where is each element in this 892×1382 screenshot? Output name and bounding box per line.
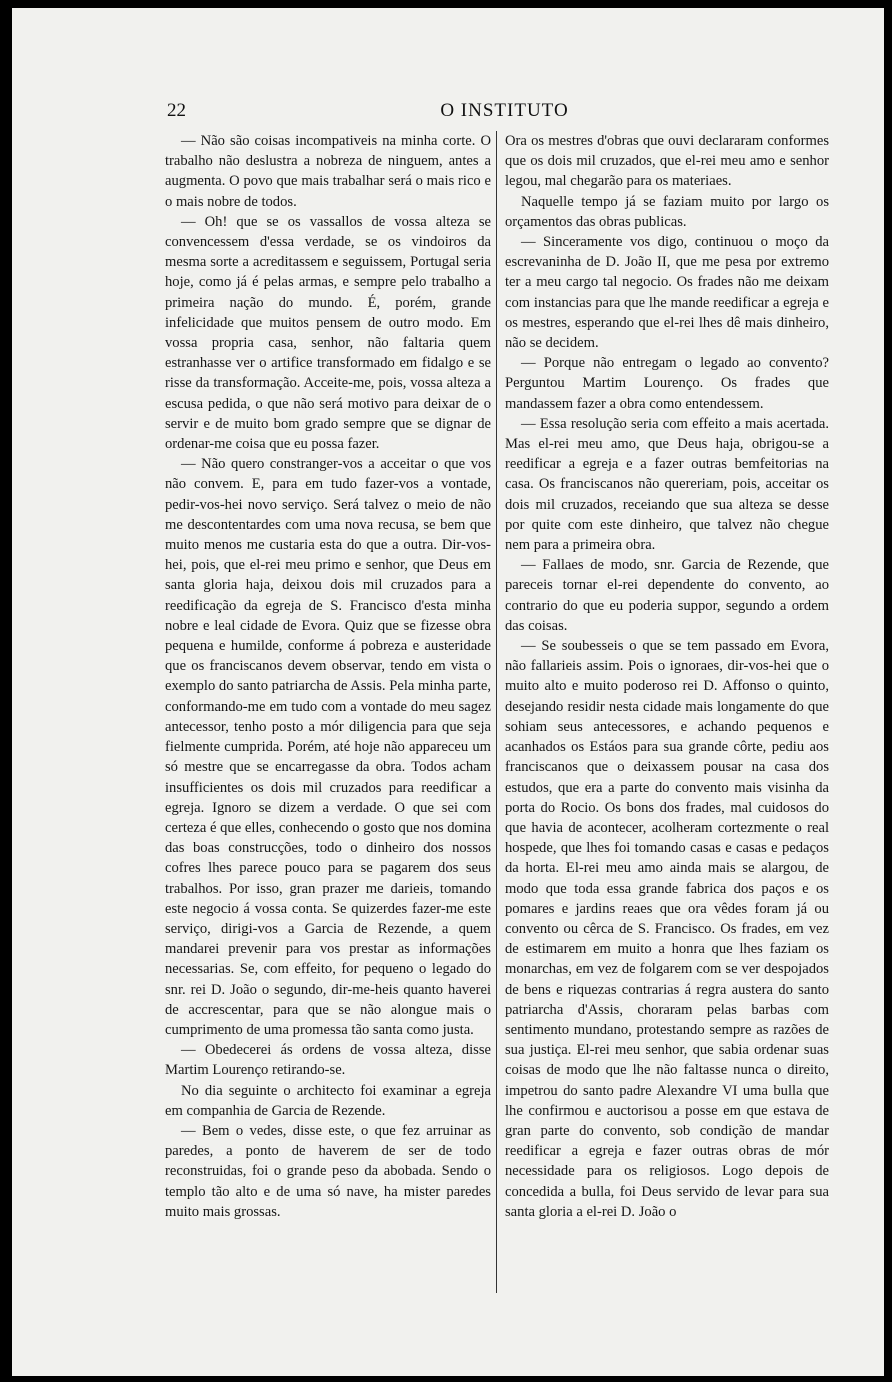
- paragraph: No dia seguinte o architecto foi examinar a egreja em companhia de Garcia de Rezende.: [165, 1082, 491, 1119]
- book-page: [12, 8, 884, 1376]
- paragraph: — Bem o vedes, disse este, o que fez arruinar as paredes, a ponto de haverem de ser de todo reconstruidas, foi o grande peso da abobada. Sendo o templo tão alto e de uma só nave, ha mister paredes muito mais grossas.: [165, 1122, 491, 1220]
- right-column: [505, 131, 829, 1222]
- paragraph: — Se soubesseis o que se tem passado em Evora, não fallarieis assim. Pois o ignoraes, dir-vos-hei que o muito alto e muito poderoso rei D. Affonso o quinto, desejando residir nesta cidade mais longamente do que sohiam seus antecessores, e achando pequenos e acanhados os Estáos para sua grande côrte, pediu aos franciscanos que o deixassem pousar na casa dos estudos, que era a parte do convento mais visinha da porta do Rocio. Os bons dos frades, mal cuidosos do que havia de acontecer, acolheram cortezmente o real hospede, que lhes foi tomando casas e casas e pedaços da horta. El-rei meu amo ainda mais se alargou, de modo que toda essa grande fabrica dos paços e os pomares e jardins reaes que ora vêdes foram já ou convento ou cêrca de S. Francisco. Os frades, em vez de estimarem em muito a honra que lhes faziam os monarchas, em vez de folgarem com se ver despojados de bens e riquezas contrarias á regra austera do santo patriarcha d'Assis, choraram pelas barbas com sentimento mundano, protestando sempre as razões de sua justiça. El-rei meu senhor, que sabia ordenar suas coisas de modo que lhe não faltasse nunca o direito, impetrou do santo padre Alexandre VI uma bulla que lhe confirmou e auctorisou a posse em que estava de gran parte do convento, sob condição de mandar reedificar a egreja e fazer outras obras de mór necessidade para os religiosos. Logo depois de concedida a bulla, foi Deus servido de levar para sua santa gloria a el-rei D. João o: [505, 638, 829, 1220]
- page-header: [167, 92, 842, 128]
- page-number: 22: [167, 100, 186, 121]
- left-column: [165, 131, 491, 1222]
- paragraph: — Oh! que se os vassallos de vossa alteza se convencessem d'essa verdade, se os vindoiros da mesma sorte a acreditassem e seguissem, Portugal seria hoje, como já é pelas armas, e sempre pelo trabalho a primeira nação do mundo. É, porém, grande infelicidade que muitos pensem de outro modo. Em vossa propria casa, senhor, não faltaria quem estranhasse ver o artifice transformado em fidalgo e se risse da transformação. Acceite-me, pois, vossa alteza a escusa pedida, o que não será motivo para deixar de o servir e de muito bom grado sempre que se dignar de ordenar-me coisa que eu possa fazer.: [165, 213, 491, 453]
- paragraph: — Porque não entregam o legado ao convento? Perguntou Martim Lourenço. Os frades que mandassem fazer a obra como entendessem.: [505, 355, 829, 412]
- column-divider: [496, 131, 497, 1293]
- paragraph: — Obedecerei ás ordens de vossa alteza, disse Martim Lourenço retirando-se.: [165, 1042, 491, 1079]
- paragraph: — Fallaes de modo, snr. Garcia de Rezende, que pareceis tornar el-rei dependente do convento, ao contrario do que eu poderia suppor, segundo a ordem das coisas.: [505, 557, 829, 634]
- paragraph: Ora os mestres d'obras que ouvi declararam conformes que os dois mil cruzados, que el-rei meu amo e senhor legou, mal chegarão para os materiaes.: [505, 133, 829, 190]
- paragraph: — Essa resolução seria com effeito a mais acertada. Mas el-rei meu amo, que Deus haja, obrigou-se a reedificar a egreja e a fazer outras bemfeitorias na casa. Os franciscanos não quereriam, pois, acceitar os dois mil cruzados, receiando que sua alteza se desse por quite com este dinheiro, que talvez não chegue nem para a primeira obra.: [505, 415, 829, 554]
- paragraph: Naquelle tempo já se faziam muito por largo os orçamentos das obras publicas.: [505, 193, 829, 230]
- paragraph: — Não são coisas incompativeis na minha corte. O trabalho não deslustra a nobreza de ninguem, antes a augmenta. O povo que mais trabalhar será o mais rico e o mais nobre de todos.: [165, 133, 491, 210]
- paragraph: — Sinceramente vos digo, continuou o moço da escrevaninha de D. João II, que me pesa por extremo ter a meu cargo tal negocio. Os frades não me deixam com instancias para que lhe mande reedificar a egreja e os mestres, esperando que el-rei lhes dê mais dinheiro, não se decidem.: [505, 234, 829, 352]
- running-title: O INSTITUTO: [440, 100, 569, 121]
- paragraph: — Não quero constranger-vos a acceitar o que vos não convem. E, para em tudo fazer-vos a vontade, pedir-vos-hei novo serviço. Será talvez o meio de não me descontentardes com uma nova recusa, se bem que muito menos me custaria esta do que a outra. Dir-vos-hei, pois, que el-rei meu primo e senhor, que Deus em santa gloria haja, deixou dois mil cruzados para a reedificação da egreja de S. Francisco d'esta minha nobre e leal cidade de Evora. Quiz que se fizesse obra pequena e humilde, conforme á pobreza e austeridade que os franciscanos devem observar, tendo em vista o exemplo do santo patriarcha de Assis. Pela minha parte, conformando-me em tudo com a vontade do meu sagez antecessor, tenho posto a mór diligencia para que seja fielmente cumprida. Porém, até hoje não appareceu um só mestre que se encarregasse da obra. Todos acham insufficientes os dois mil cruzados para reedificar a egreja. Ignoro se dizem a verdade. O que sei com certeza é que elles, conhecendo o gosto que nos domina das boas construcções, todo o dinheiro dos nossos cofres lhes parece pouco para se pagarem dos seus trabalhos. Por isso, gran prazer me darieis, tomando este negocio á vossa conta. Se quizerdes fazer-me este serviço, dirigi-vos a Garcia de Rezende, a quem mandarei prevenir para vos prestar as informações necessarias. Se, com effeito, for pequeno o legado do snr. rei D. João o segundo, dir-me-heis quanto haverei de accrescentar, para que se não alongue mais o cumprimento de uma promessa tão santa como justa.: [165, 456, 491, 1038]
